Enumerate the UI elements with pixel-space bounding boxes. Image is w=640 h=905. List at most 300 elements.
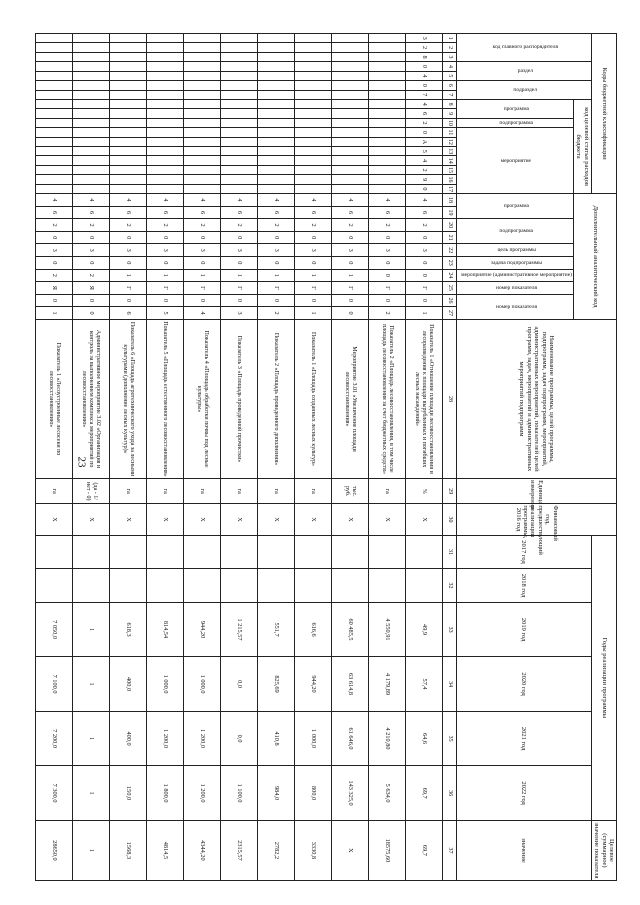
- code-cell: 1: [331, 269, 368, 282]
- row-unit: тыс. руб.: [331, 479, 368, 504]
- code-cell: 0: [368, 269, 405, 282]
- code-cell: 1: [146, 269, 183, 282]
- row-name: Показатель 6 «Площадь агротехнического ухода за лесными культурами (дополнение лесных культур)»: [109, 319, 146, 478]
- code-cell: [183, 109, 220, 118]
- row-financing: X: [72, 504, 109, 535]
- code-cell: 0: [183, 294, 220, 307]
- year-value: 400,0: [109, 711, 146, 766]
- code-cell: 4: [72, 194, 109, 207]
- code-cell: [257, 175, 294, 184]
- code-cell: [183, 128, 220, 137]
- code-cell: [331, 137, 368, 146]
- code-cell: [35, 99, 72, 108]
- code-cell: [72, 52, 109, 61]
- code-cell: 0: [331, 307, 368, 320]
- code-cell: А: [405, 137, 442, 146]
- code-cell: 6: [331, 206, 368, 219]
- year-value: [368, 535, 405, 569]
- code-cell: 2: [220, 219, 257, 232]
- code-cell: 0: [72, 256, 109, 269]
- row-unit: га: [35, 479, 72, 504]
- year-value: 7 200,0: [35, 711, 72, 766]
- activity-code-header: мероприятие: [456, 128, 573, 194]
- code-cell: [331, 118, 368, 127]
- year-value: 800,0: [294, 766, 331, 821]
- code-cell: [257, 109, 294, 118]
- code-cell: [109, 62, 146, 71]
- code-cell: [220, 165, 257, 174]
- code-cell: [35, 147, 72, 156]
- code-cell: [109, 34, 146, 43]
- code-cell: 0: [220, 231, 257, 244]
- code-cell: [368, 43, 405, 52]
- code-cell: [109, 156, 146, 165]
- code-cell: [368, 71, 405, 80]
- code-cell: [368, 109, 405, 118]
- code-cell: [220, 90, 257, 99]
- code-cell: 2: [331, 219, 368, 232]
- code-cell: [183, 156, 220, 165]
- code-cell: 6: [220, 206, 257, 219]
- code-cell: 0: [220, 256, 257, 269]
- code-cell: [35, 165, 72, 174]
- code-cell: 6: [109, 307, 146, 320]
- code-cell: [109, 109, 146, 118]
- year-value: [109, 569, 146, 603]
- year-value: [72, 535, 109, 569]
- an-activity-header: мероприятие (административное мероприятие): [456, 269, 573, 282]
- code-cell: [368, 128, 405, 137]
- column-number: 8: [442, 99, 456, 108]
- code-cell: [146, 90, 183, 99]
- code-cell: [109, 90, 146, 99]
- code-cell: [146, 128, 183, 137]
- code-cell: 2: [405, 219, 442, 232]
- code-cell: [220, 175, 257, 184]
- row-financing: X: [331, 504, 368, 535]
- code-cell: Г: [220, 282, 257, 295]
- code-cell: 4: [294, 194, 331, 207]
- code-cell: 4: [183, 194, 220, 207]
- year-2020-header: 2020 год: [456, 657, 591, 712]
- code-cell: [331, 43, 368, 52]
- code-cell: [331, 81, 368, 90]
- code-cell: [35, 90, 72, 99]
- year-value: 1 800,0: [146, 766, 183, 821]
- code-cell: 6: [35, 206, 72, 219]
- column-number: 13: [442, 147, 456, 156]
- code-cell: Г: [146, 282, 183, 295]
- code-cell: 3: [109, 244, 146, 257]
- code-cell: [146, 71, 183, 80]
- year-value: 1 000,0: [183, 657, 220, 712]
- code-cell: [35, 71, 72, 80]
- code-cell: [294, 99, 331, 108]
- year-value: [405, 535, 442, 569]
- code-cell: 1: [294, 269, 331, 282]
- code-cell: 5: [405, 147, 442, 156]
- column-number: 5: [442, 71, 456, 80]
- column-number: 34: [442, 657, 456, 712]
- code-cell: [183, 52, 220, 61]
- code-cell: 0: [405, 128, 442, 137]
- year-value: 618,3: [109, 602, 146, 657]
- code-cell: [220, 156, 257, 165]
- an-goal-header: цель программы: [456, 244, 573, 257]
- year-value: 944,20: [294, 657, 331, 712]
- code-cell: 0: [331, 231, 368, 244]
- row-name: Показатель 5 «Площадь естественного лесовосстановления»: [146, 319, 183, 478]
- year-value: [220, 569, 257, 603]
- row-financing: X: [146, 504, 183, 535]
- code-cell: 3: [331, 244, 368, 257]
- code-cell: [146, 165, 183, 174]
- code-cell: 1: [183, 269, 220, 282]
- table-row: [183, 34, 220, 881]
- code-cell: [220, 128, 257, 137]
- year-value: 64,6: [405, 711, 442, 766]
- year-value: 5 634,0: [368, 766, 405, 821]
- code-cell: [146, 137, 183, 146]
- column-number: 18: [442, 194, 456, 207]
- code-cell: 3: [183, 244, 220, 257]
- year-value: 0,0: [220, 657, 257, 712]
- column-number: 12: [442, 137, 456, 146]
- row-unit: га: [146, 479, 183, 504]
- column-number: 6: [442, 81, 456, 90]
- code-cell: [220, 99, 257, 108]
- row-name: Показатель 1 «Отношение площади лесовосстановления и лесоразведения к площади вырубленных и погибших лесных насаждений»: [405, 319, 442, 478]
- code-cell: [35, 175, 72, 184]
- code-cell: [294, 118, 331, 127]
- row-unit: га: [109, 479, 146, 504]
- year-value: 984,0: [257, 766, 294, 821]
- target-value: 4814,5: [146, 820, 183, 880]
- program-code-header: программа: [456, 99, 573, 118]
- rotated-table-frame: [47, 33, 617, 881]
- code-cell: [257, 52, 294, 61]
- code-cell: [257, 118, 294, 127]
- code-cell: 0: [331, 294, 368, 307]
- row-financing: X: [35, 504, 72, 535]
- code-cell: [183, 118, 220, 127]
- unit-header: Единица измерения: [456, 479, 616, 504]
- code-cell: 0: [331, 256, 368, 269]
- target-value: 69,7: [405, 820, 442, 880]
- row-name: Показатель 1 «Лесоустроенные лесосеки по лесовосстановлению»: [35, 319, 72, 478]
- code-cell: 1: [109, 269, 146, 282]
- code-cell: 2: [146, 219, 183, 232]
- target-value: 4344,20: [183, 820, 220, 880]
- code-cell: [331, 156, 368, 165]
- code-cell: 4: [109, 194, 146, 207]
- code-cell: [368, 165, 405, 174]
- column-number: 28: [442, 319, 456, 478]
- code-cell: [368, 81, 405, 90]
- year-value: [294, 535, 331, 569]
- year-value: 0,0: [220, 711, 257, 766]
- code-cell: [331, 71, 368, 80]
- column-number: 26: [442, 294, 456, 307]
- year-value: 1 100,0: [220, 766, 257, 821]
- header-row-1: [591, 34, 616, 881]
- code-cell: Г: [294, 282, 331, 295]
- code-cell: [183, 137, 220, 146]
- code-cell: 2: [405, 165, 442, 174]
- year-value: [146, 569, 183, 603]
- code-cell: 0: [405, 294, 442, 307]
- row-name: Показатель 4 «Площадь обработки почвы под лесные культуры»: [183, 319, 220, 478]
- row-name: Показатель 1 «Площадь созданных лесных культур»: [294, 319, 331, 478]
- code-cell: 4: [257, 194, 294, 207]
- code-cell: [294, 137, 331, 146]
- code-cell: [368, 156, 405, 165]
- code-cell: [35, 137, 72, 146]
- code-cell: 6: [183, 206, 220, 219]
- code-cell: 0: [294, 294, 331, 307]
- code-cell: [368, 184, 405, 193]
- code-cell: 1: [220, 269, 257, 282]
- year-2017-header: 2017 год: [456, 535, 591, 569]
- code-cell: [257, 137, 294, 146]
- year-2019-header: 2019 год: [456, 602, 591, 657]
- code-cell: 2: [72, 219, 109, 232]
- column-number: 21: [442, 231, 456, 244]
- code-cell: 0: [294, 256, 331, 269]
- code-cell: [72, 109, 109, 118]
- column-number: 25: [442, 282, 456, 295]
- code-cell: [294, 71, 331, 80]
- analytic-code-header: Дополнительный аналитический код: [573, 194, 616, 320]
- code-cell: [72, 71, 109, 80]
- code-cell: [331, 165, 368, 174]
- target-value-header: значение: [456, 820, 591, 880]
- year-2022-header: 2022 год: [456, 766, 591, 821]
- column-number: 17: [442, 184, 456, 193]
- row-name: Показатель 3 «Площадь проведенной прочистки»: [220, 319, 257, 478]
- code-cell: [183, 62, 220, 71]
- code-cell: [146, 52, 183, 61]
- code-cell: [146, 62, 183, 71]
- row-name: Показатель 2 «Площадь проведенного дополнения»: [257, 319, 294, 478]
- year-value: [331, 535, 368, 569]
- code-cell: [109, 99, 146, 108]
- code-cell: [331, 99, 368, 108]
- code-cell: [331, 34, 368, 43]
- year-value: [405, 569, 442, 603]
- code-cell: [331, 147, 368, 156]
- code-cell: 0: [35, 256, 72, 269]
- code-cell: 3: [368, 244, 405, 257]
- code-cell: [109, 184, 146, 193]
- code-cell: 0: [109, 256, 146, 269]
- code-cell: Г: [257, 282, 294, 295]
- code-cell: [72, 147, 109, 156]
- code-cell: Г: [183, 282, 220, 295]
- name-header: Наименование программы, целей программы, подпрограмм, задач подпрограмм, мероприятий, административных мероприятий, показателей целей программ, задач, мероприятий и административных мероприятий подпрограмм: [456, 319, 616, 478]
- row-unit: га: [220, 479, 257, 504]
- year-value: 49,9: [405, 602, 442, 657]
- code-cell: [146, 147, 183, 156]
- year-value: 1 000,0: [146, 657, 183, 712]
- code-cell: 0: [405, 184, 442, 193]
- code-cell: [72, 90, 109, 99]
- code-cell: 3: [405, 34, 442, 43]
- code-cell: [331, 175, 368, 184]
- code-cell: [183, 99, 220, 108]
- code-cell: Г: [331, 282, 368, 295]
- code-cell: [146, 81, 183, 90]
- target-group-header: Целевое (суммарное) значение показателя: [593, 822, 615, 879]
- column-number: 16: [442, 175, 456, 184]
- year-value: 57,4: [405, 657, 442, 712]
- code-cell: [294, 147, 331, 156]
- code-cell: [109, 165, 146, 174]
- code-cell: 3: [35, 244, 72, 257]
- code-cell: 9: [405, 175, 442, 184]
- code-cell: 4: [146, 194, 183, 207]
- code-cell: [257, 62, 294, 71]
- code-cell: 7: [405, 90, 442, 99]
- code-cell: [183, 184, 220, 193]
- code-cell: 2: [257, 307, 294, 320]
- year-value: [294, 569, 331, 603]
- code-cell: 0: [257, 256, 294, 269]
- code-cell: [35, 43, 72, 52]
- code-cell: [146, 184, 183, 193]
- code-cell: [35, 81, 72, 90]
- year-value: 7 050,0: [35, 602, 72, 657]
- code-cell: [220, 137, 257, 146]
- code-cell: 2: [368, 219, 405, 232]
- column-numbers-row: [442, 34, 456, 881]
- column-number: 4: [442, 62, 456, 71]
- code-cell: 3: [146, 244, 183, 257]
- column-number: 31: [442, 535, 456, 569]
- code-cell: [257, 34, 294, 43]
- an-program-header: программа: [456, 194, 573, 219]
- column-number: 10: [442, 118, 456, 127]
- code-cell: 6: [109, 206, 146, 219]
- code-cell: 1: [294, 307, 331, 320]
- code-cell: [294, 90, 331, 99]
- column-number: 22: [442, 244, 456, 257]
- code-cell: [72, 165, 109, 174]
- code-cell: [35, 184, 72, 193]
- row-financing: X: [220, 504, 257, 535]
- subsection-header: подраздел: [456, 81, 591, 100]
- code-cell: [109, 118, 146, 127]
- code-cell: [257, 71, 294, 80]
- column-number: 30: [442, 504, 456, 535]
- code-cell: [294, 165, 331, 174]
- code-cell: [72, 184, 109, 193]
- code-cell: [146, 175, 183, 184]
- year-2018-header: 2018 год: [456, 569, 591, 603]
- year-value: 63 614,8: [331, 657, 368, 712]
- code-cell: [183, 175, 220, 184]
- table-row: [220, 34, 257, 881]
- code-cell: [257, 128, 294, 137]
- year-value: 69,7: [405, 766, 442, 821]
- code-cell: 3: [220, 307, 257, 320]
- code-cell: [35, 118, 72, 127]
- code-cell: [257, 99, 294, 108]
- code-cell: [368, 34, 405, 43]
- code-cell: 4: [368, 194, 405, 207]
- code-cell: 2: [183, 219, 220, 232]
- row-unit: га: [294, 479, 331, 504]
- year-value: [35, 535, 72, 569]
- code-cell: [183, 165, 220, 174]
- code-cell: 2: [368, 307, 405, 320]
- code-cell: 0: [294, 231, 331, 244]
- column-number: 14: [442, 156, 456, 165]
- year-value: 1: [72, 657, 109, 712]
- row-name: Мероприятие 3.01 «Увеличение площади лесовосстановления»: [331, 319, 368, 478]
- code-cell: 0: [220, 294, 257, 307]
- code-cell: 6: [405, 109, 442, 118]
- year-value: 4 550,91: [368, 602, 405, 657]
- year-value: 944,20: [183, 602, 220, 657]
- code-cell: [72, 99, 109, 108]
- code-cell: Г: [109, 282, 146, 295]
- year-value: [109, 535, 146, 569]
- target-value: X: [331, 820, 368, 880]
- code-cell: 3: [405, 244, 442, 257]
- code-cell: [368, 90, 405, 99]
- code-cell: 4: [405, 99, 442, 108]
- code-cell: [331, 109, 368, 118]
- row-unit: га: [183, 479, 220, 504]
- code-cell: [72, 128, 109, 137]
- code-cell: 0: [35, 231, 72, 244]
- row-financing: X: [368, 504, 405, 535]
- code-cell: [294, 128, 331, 137]
- code-cell: 6: [368, 206, 405, 219]
- code-cell: [220, 52, 257, 61]
- code-cell: [109, 81, 146, 90]
- code-cell: [35, 34, 72, 43]
- code-cell: [146, 109, 183, 118]
- code-cell: [294, 43, 331, 52]
- code-cell: [146, 156, 183, 165]
- column-number: 11: [442, 128, 456, 137]
- year-value: [257, 569, 294, 603]
- code-cell: 0: [368, 231, 405, 244]
- code-cell: [368, 99, 405, 108]
- code-cell: [220, 62, 257, 71]
- year-value: 1: [72, 766, 109, 821]
- code-cell: 0: [146, 231, 183, 244]
- code-cell: 6: [294, 206, 331, 219]
- program-table: [35, 33, 617, 881]
- code-cell: 0: [72, 231, 109, 244]
- code-cell: [35, 62, 72, 71]
- code-cell: [109, 52, 146, 61]
- code-cell: [257, 43, 294, 52]
- code-cell: [257, 147, 294, 156]
- target-article-header: код целевой статьи расходов бюджета: [573, 99, 591, 193]
- code-cell: [294, 62, 331, 71]
- column-number: 2: [442, 43, 456, 52]
- code-cell: [109, 147, 146, 156]
- code-cell: 1: [405, 307, 442, 320]
- code-cell: 4: [220, 194, 257, 207]
- year-value: [368, 569, 405, 603]
- code-cell: 0: [35, 294, 72, 307]
- code-cell: 0: [183, 256, 220, 269]
